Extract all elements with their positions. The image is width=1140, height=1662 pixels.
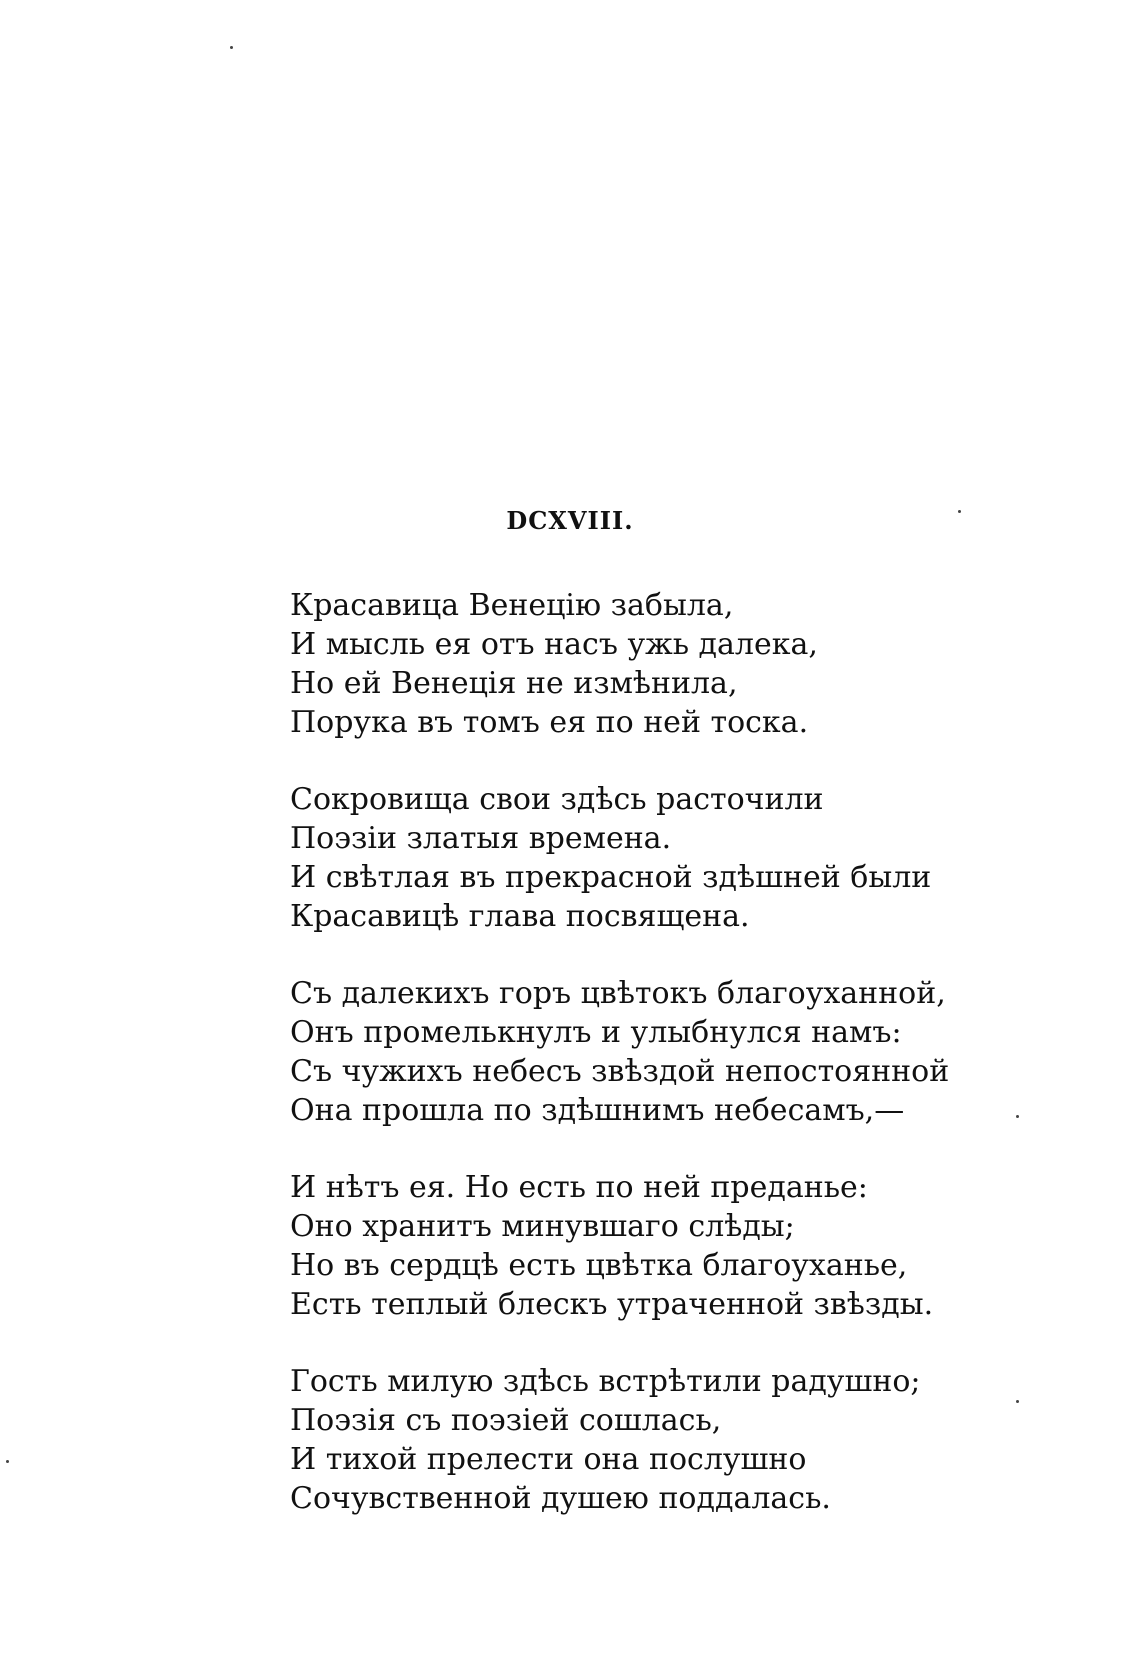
scan-speck [230,46,233,49]
stanza [290,974,1050,1130]
verse-line: Сочувственной душею поддалась. [290,1481,831,1516]
stanza [290,780,1050,936]
verse-line: Но ей Венеція не измѣнила, [290,666,738,701]
stanza [290,586,1050,742]
verse-line: Порука въ томъ ея по ней тоска. [290,705,809,740]
verse-line: И нѣтъ ея. Но есть по ней преданье: [290,1170,868,1205]
verse-line: Поэзія съ поэзіей сошлась, [290,1403,722,1438]
poem-number-heading: DCXVIII. [506,506,634,535]
scan-speck [6,1460,9,1463]
verse-line: Съ чужихъ небесъ звѣздой непостоянной [290,1054,950,1089]
verse-line: Поэзіи златыя времена. [290,821,672,856]
verse-line: Есть теплый блескъ утраченной звѣзды. [290,1287,934,1322]
verse-line: Но въ сердцѣ есть цвѣтка благоуханье, [290,1248,908,1283]
verse-line: Сокровища свои здѣсь расточили [290,782,824,817]
verse-line: Красавица Венецію забыла, [290,588,734,623]
verse-line: Она прошла по здѣшнимъ небесамъ,— [290,1093,905,1128]
stanza [290,1362,1050,1518]
verse-line: И тихой прелести она послушно [290,1442,807,1477]
verse-line: Съ далекихъ горъ цвѣтокъ благоуханной, [290,976,946,1011]
verse-line: Онъ промелькнулъ и улыбнулся намъ: [290,1015,902,1050]
stanza [290,1168,1050,1324]
poem-body [290,586,1050,1556]
verse-line: Гость милую здѣсь встрѣтили радушно; [290,1364,921,1399]
verse-line: Красавицѣ глава посвящена. [290,899,750,934]
verse-line: И мысль ея отъ насъ ужь далека, [290,627,818,662]
verse-line: И свѣтлая въ прекрасной здѣшней были [290,860,932,895]
verse-line: Оно хранитъ минувшаго слѣды; [290,1209,795,1244]
